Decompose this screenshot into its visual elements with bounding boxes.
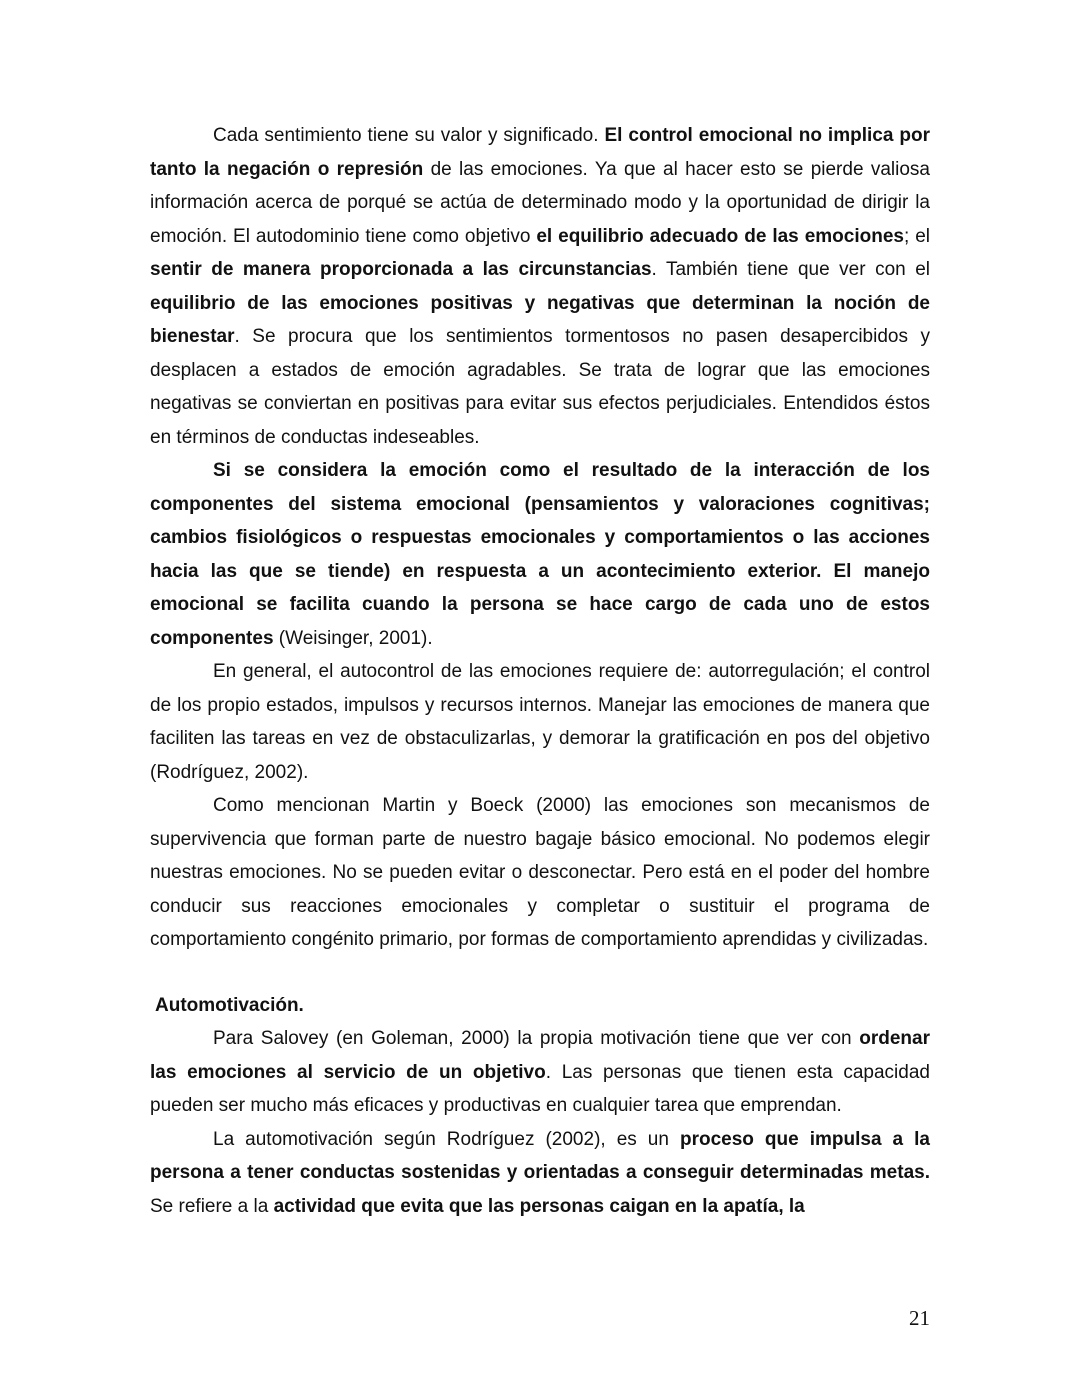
text-segment: . También tiene que ver con el [651, 259, 930, 280]
document-page [150, 119, 930, 1223]
paragraph-emotion-components [150, 454, 930, 655]
paragraph-self-control [150, 655, 930, 789]
text-segment: Cada sentimiento tiene su valor y significado. [213, 125, 605, 146]
bold-text-segment: El control emocional no implica por tanto la negación o represión [150, 125, 930, 180]
text-segment: . Las personas que tienen esta capacidad pueden ser mucho más eficaces y productivas en cualquier tarea que emprendan. [150, 1061, 930, 1116]
text-segment: (Weisinger, 2001). [273, 627, 433, 649]
bold-text-segment: proceso que impulsa a la persona a tener conductas sostenidas y orientadas a conseguir determinadas metas. [150, 1128, 930, 1183]
section-heading-automotivacion: Automotivación. [155, 994, 304, 1016]
paragraph-emotional-control [150, 119, 930, 454]
text-segment: La automotivación según Rodríguez (2002), es un [213, 1128, 680, 1150]
paragraph-salovey [150, 1022, 930, 1123]
bold-text-segment: sentir de manera proporcionada a las circunstancias [150, 259, 652, 280]
bold-text-segment: ordenar las emociones al servicio de un objetivo [150, 1028, 930, 1083]
bold-text-segment: actividad que evita que las personas caigan en la apatía, la [273, 1195, 805, 1217]
text-segment: En general, el autocontrol de las emociones requiere de: autorregulación; el control de los propio estados, impulsos y recursos internos. Manejar las emociones de manera que faciliten las tareas en vez de obstaculizarlas, y demorar la gratificación en pos del objetivo (Rodríguez, 2002). [150, 661, 930, 783]
page-number: 21 [909, 1306, 930, 1330]
text-segment: . Se procura que los sentimientos tormentosos no pasen desapercibidos y desplacen a estados de emoción agradables. Se trata de lograr que las emociones negativas se conviertan en positivas para evitar sus efectos perjudiciales. Entendidos éstos en términos de conductas indeseables. [150, 326, 930, 448]
text-segment: Como mencionan Martin y Boeck (2000) las emociones son mecanismos de supervivencia que forman parte de nuestro bagaje básico emocional. No podemos elegir nuestras emociones. No se pueden evitar o desconectar. Pero está en el poder del hombre conducir sus reacciones emocionales y completar o sustituir el programa de comportamiento congénito primario, por formas de comportamiento aprendidas y civilizadas. [150, 795, 930, 950]
text-segment: ; el [903, 225, 930, 247]
paragraph-rodriguez-automotivation [150, 1123, 930, 1224]
text-segment: Para Salovey (en Goleman, 2000) la propia motivación tiene que ver con [213, 1028, 860, 1049]
paragraph-martin-boeck [150, 789, 930, 957]
bold-text-segment: Si se considera la emoción como el resultado de la interacción de los componentes del sistema emocional (pensamientos y valoraciones cognitivas; cambios fisiológicos o respuestas emocionales y comportamientos o las acciones hacia las que se tiende) en respuesta a un acontecimiento exterior. El manejo emocional se facilita cuando la persona se hace cargo de cada uno de estos componentes [150, 460, 930, 649]
text-segment: Se refiere a la [150, 1195, 274, 1217]
text-segment: de las emociones. Ya que al hacer esto se pierde valiosa información acerca de porqué se actúa de determinado modo y la oportunidad de dirigir la emoción. El autodominio tiene como objetivo [150, 158, 930, 247]
bold-text-segment: el equilibrio adecuado de las emociones [536, 225, 904, 247]
bold-text-segment: equilibrio de las emociones positivas y negativas que determinan la noción de bienestar [150, 292, 930, 347]
